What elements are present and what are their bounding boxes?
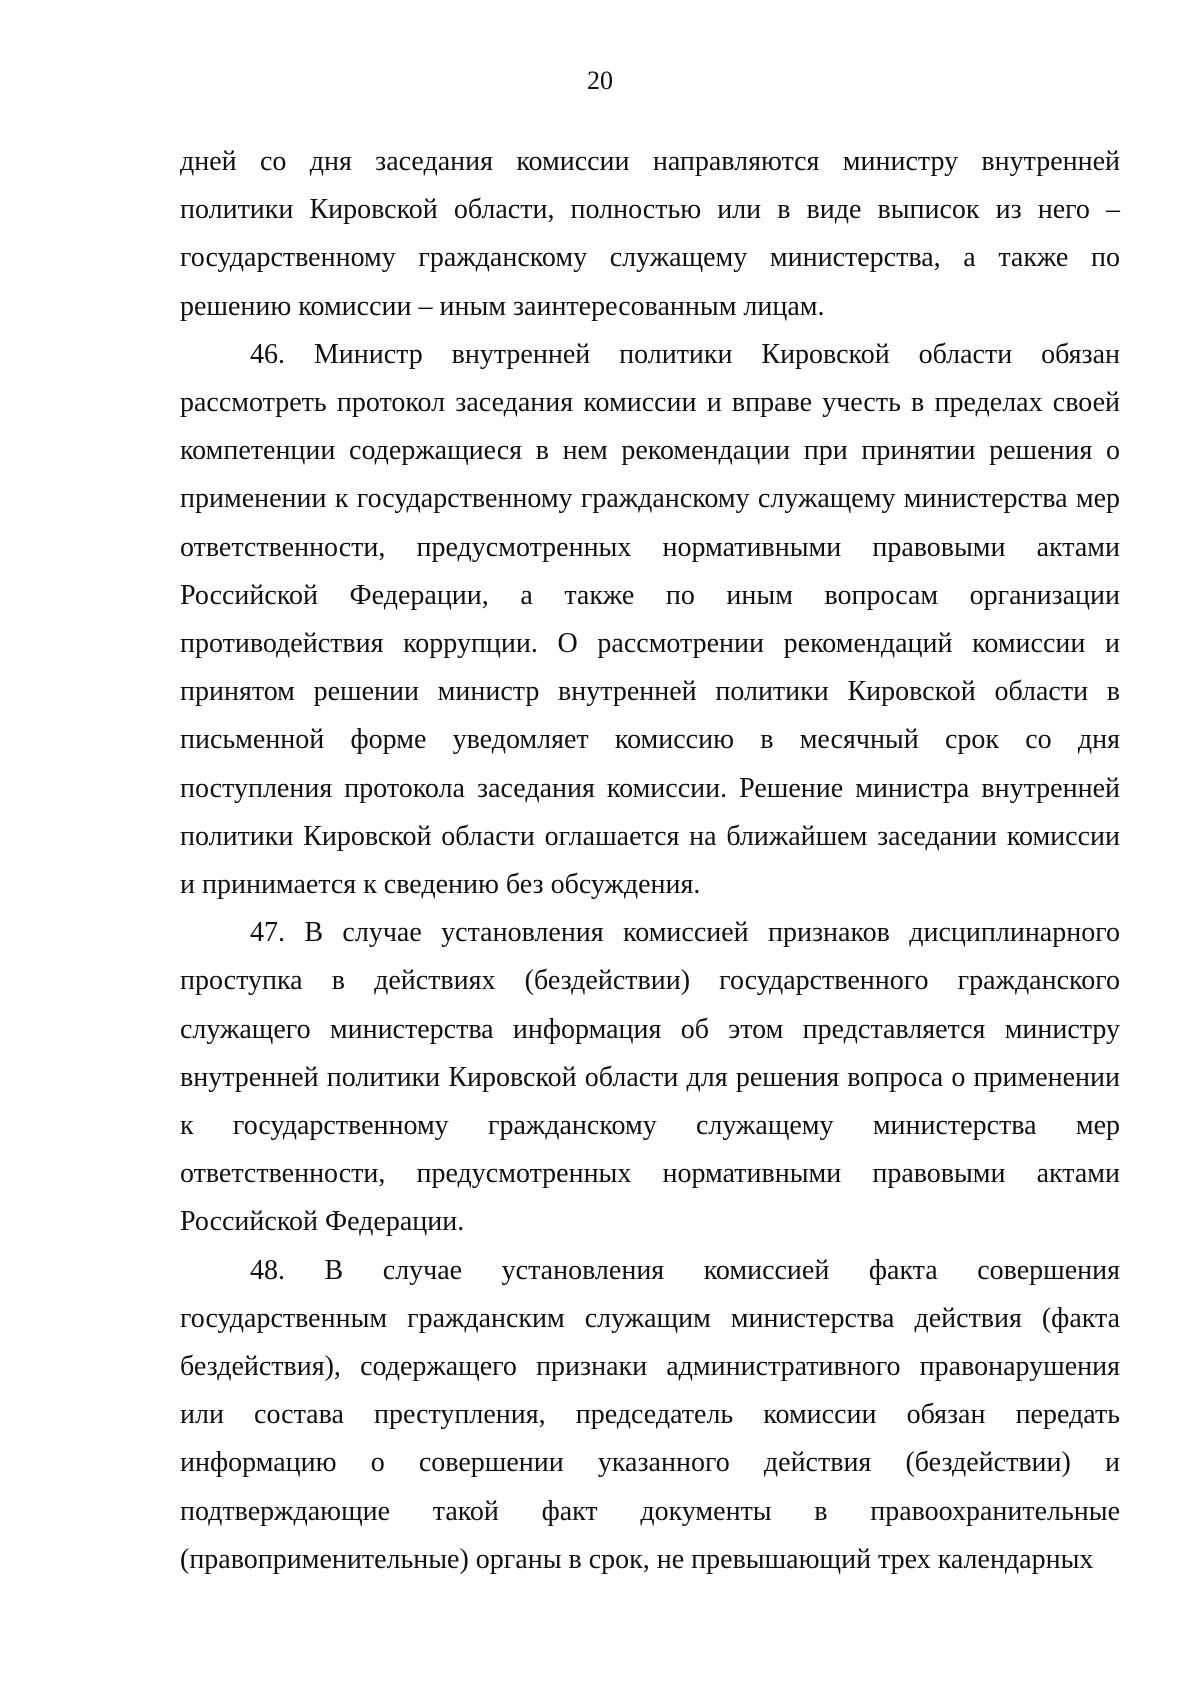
page-number: 20: [587, 66, 613, 95]
paragraph-46: 46. Министр внутренней политики Кировской области обязан рассмотреть протокол заседания комиссии и вправе учесть в пределах своей компетенции содержащиеся в нем рекомендации при принятии решения о применении к государственному гражданскому служащему министерства мер ответственности, предусмотренных нормативными правовыми актами Российской Федерации, а также по иным вопросам организации противодействия коррупции. О рассмотрении рекомендаций комиссии и принятом решении министр внутренней политики Кировской области в письменной форме уведомляет комиссию в месячный срок со дня поступления протокола заседания комиссии. Решение министра внутренней политики Кировской области оглашается на ближайшем заседании комиссии и принимается к сведению без обсуждения.: [180, 338, 1120, 901]
paragraph-47: 47. В случае установления комиссией признаков дисциплинарного проступка в действиях (бездействии) государственного гражданского служащего министерства информация об этом представляется министру внутренней политики Кировской области для решения вопроса о применении к государственному гражданскому служащему министерства мер ответственности, предусмотренных нормативными правовыми актами Российской Федерации.: [180, 917, 1120, 1238]
paragraph-continuation: дней со дня заседания комиссии направляются министру внутренней политики Кировской области, полностью или в виде выписок из него – государственному гражданскому служащему министерства, а также по решению комиссии – иным заинтересованным лицам.: [180, 146, 1120, 322]
paragraph-48: 48. В случае установления комиссией факта совершения государственным гражданским служащим министерства действия (факта бездействия), содержащего признаки административного правонарушения или состава преступления, председатель комиссии обязан передать информацию о совершении указанного действия (бездействии) и подтверждающие такой факт документы в правоохранительные (правоприменительные) органы в срок, не превышающий трех календарных: [180, 1254, 1120, 1575]
document-body: [180, 138, 1120, 1584]
